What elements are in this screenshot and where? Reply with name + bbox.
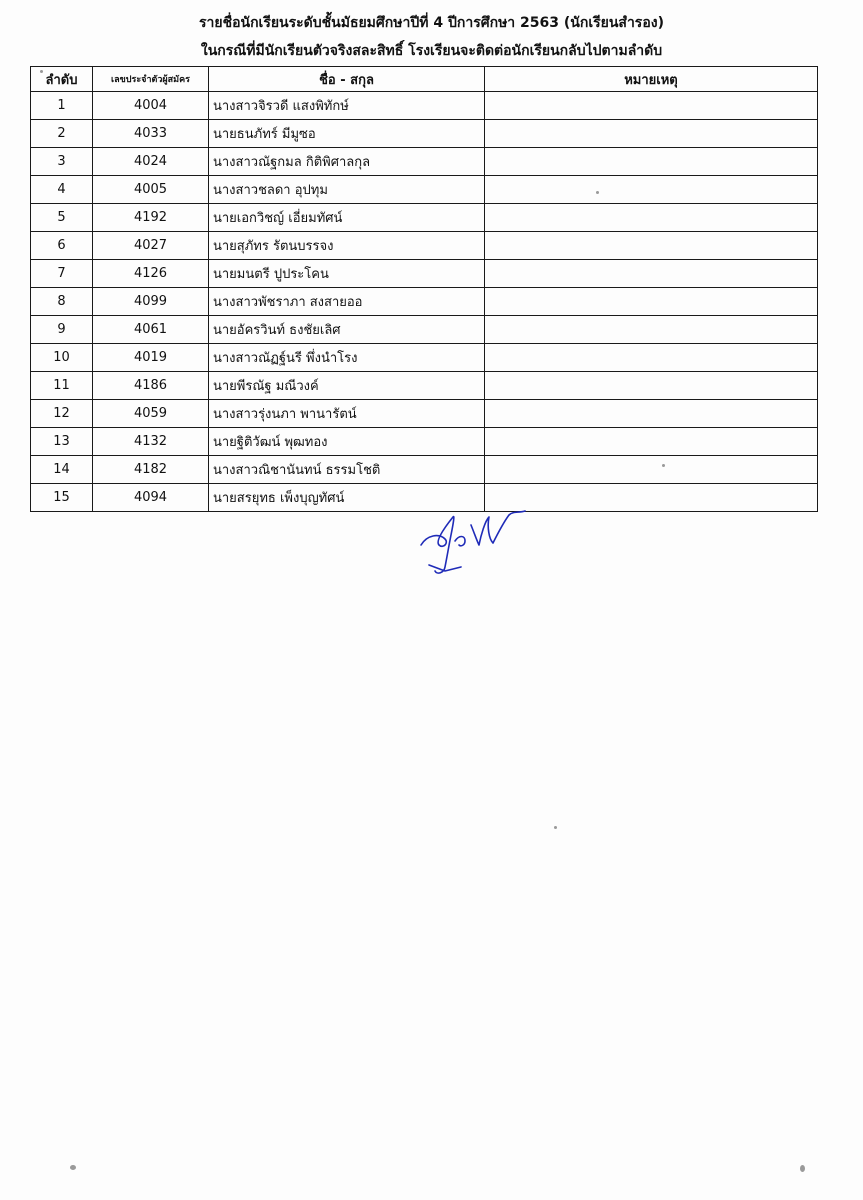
cell-order: 8 (31, 288, 93, 316)
column-header-applicant-id: เลขประจำตัวผู้สมัคร (93, 67, 209, 92)
scan-speck (800, 1165, 805, 1172)
cell-order: 6 (31, 232, 93, 260)
cell-full-name: นางสาวณัฐกมล กิติพิศาลกุล (209, 148, 485, 176)
cell-full-name: นายเอกวิชญ์ เอี่ยมทัศน์ (209, 204, 485, 232)
cell-order: 11 (31, 372, 93, 400)
cell-applicant-id: 4061 (93, 316, 209, 344)
scan-speck (554, 826, 557, 829)
cell-remark (485, 260, 818, 288)
cell-full-name: นายพีรณัฐ มณีวงค์ (209, 372, 485, 400)
cell-applicant-id: 4099 (93, 288, 209, 316)
handwritten-signature (415, 505, 540, 580)
cell-applicant-id: 4182 (93, 456, 209, 484)
cell-applicant-id: 4132 (93, 428, 209, 456)
scan-speck (596, 191, 599, 194)
cell-order: 14 (31, 456, 93, 484)
cell-order: 1 (31, 92, 93, 120)
cell-applicant-id: 4005 (93, 176, 209, 204)
table-row (31, 176, 818, 204)
cell-applicant-id: 4004 (93, 92, 209, 120)
cell-applicant-id: 4024 (93, 148, 209, 176)
scan-speck (70, 1165, 76, 1170)
cell-remark (485, 344, 818, 372)
cell-full-name: นายอัครวินท์ ธงชัยเลิศ (209, 316, 485, 344)
cell-applicant-id: 4094 (93, 484, 209, 512)
document-subtitle: ในกรณีที่มีนักเรียนตัวจริงสละสิทธิ์ โรงเรียนจะติดต่อนักเรียนกลับไปตามลำดับ (200, 43, 663, 59)
cell-remark (485, 204, 818, 232)
cell-remark (485, 176, 818, 204)
table-row (31, 316, 818, 344)
table-row (31, 456, 818, 484)
cell-applicant-id: 4059 (93, 400, 209, 428)
cell-applicant-id: 4126 (93, 260, 209, 288)
cell-full-name: นางสาวพัชราภา สงสายออ (209, 288, 485, 316)
table-row (31, 92, 818, 120)
cell-full-name: นายธนภัทร์ มีมูซอ (209, 120, 485, 148)
cell-order: 3 (31, 148, 93, 176)
cell-remark (485, 456, 818, 484)
cell-order: 12 (31, 400, 93, 428)
cell-applicant-id: 4186 (93, 372, 209, 400)
cell-remark (485, 120, 818, 148)
column-header-order: ลำดับ (31, 67, 93, 92)
cell-applicant-id: 4027 (93, 232, 209, 260)
table-row (31, 288, 818, 316)
cell-remark (485, 428, 818, 456)
cell-full-name: นางสาวชลดา อุปทุม (209, 176, 485, 204)
cell-remark (485, 92, 818, 120)
reserve-student-table (30, 66, 818, 512)
cell-remark (485, 288, 818, 316)
table-body (31, 92, 818, 512)
cell-remark (485, 232, 818, 260)
cell-full-name: นายสรยุทธ เพ็งบุญทัศน์ (209, 484, 485, 512)
cell-full-name: นายมนตรี ปูประโคน (209, 260, 485, 288)
scan-speck (40, 70, 43, 73)
cell-order: 10 (31, 344, 93, 372)
cell-full-name: นางสาวณิชานันทน์ ธรรมโชติ (209, 456, 485, 484)
table-row (31, 372, 818, 400)
scan-speck (662, 464, 665, 467)
cell-applicant-id: 4033 (93, 120, 209, 148)
table-row (31, 428, 818, 456)
cell-order: 9 (31, 316, 93, 344)
table-row (31, 148, 818, 176)
cell-full-name: นางสาวณัฏฐ์นรี พึ่งนำโรง (209, 344, 485, 372)
cell-order: 7 (31, 260, 93, 288)
column-header-full-name: ชื่อ - สกุล (209, 67, 485, 92)
table-row (31, 400, 818, 428)
cell-order: 13 (31, 428, 93, 456)
cell-remark (485, 148, 818, 176)
table-header-row (31, 67, 818, 92)
cell-applicant-id: 4019 (93, 344, 209, 372)
document-title: รายชื่อนักเรียนระดับชั้นมัธยมศึกษาปีที่ 4 ปีการศึกษา 2563 (นักเรียนสำรอง) (199, 15, 664, 31)
cell-full-name: นางสาวรุ่งนภา พานารัตน์ (209, 400, 485, 428)
cell-full-name: นางสาวจิรวดี แสงพิทักษ์ (209, 92, 485, 120)
cell-remark (485, 316, 818, 344)
cell-remark (485, 372, 818, 400)
table-row (31, 204, 818, 232)
cell-order: 5 (31, 204, 93, 232)
cell-order: 4 (31, 176, 93, 204)
cell-remark (485, 400, 818, 428)
cell-order: 15 (31, 484, 93, 512)
cell-applicant-id: 4192 (93, 204, 209, 232)
cell-order: 2 (31, 120, 93, 148)
table-row (31, 344, 818, 372)
column-header-remark: หมายเหตุ (485, 67, 818, 92)
table-row (31, 232, 818, 260)
cell-full-name: นายสุภัทร รัตนบรรจง (209, 232, 485, 260)
table-row (31, 120, 818, 148)
cell-full-name: นายฐิติวัฒน์ พุฒทอง (209, 428, 485, 456)
table-row (31, 260, 818, 288)
